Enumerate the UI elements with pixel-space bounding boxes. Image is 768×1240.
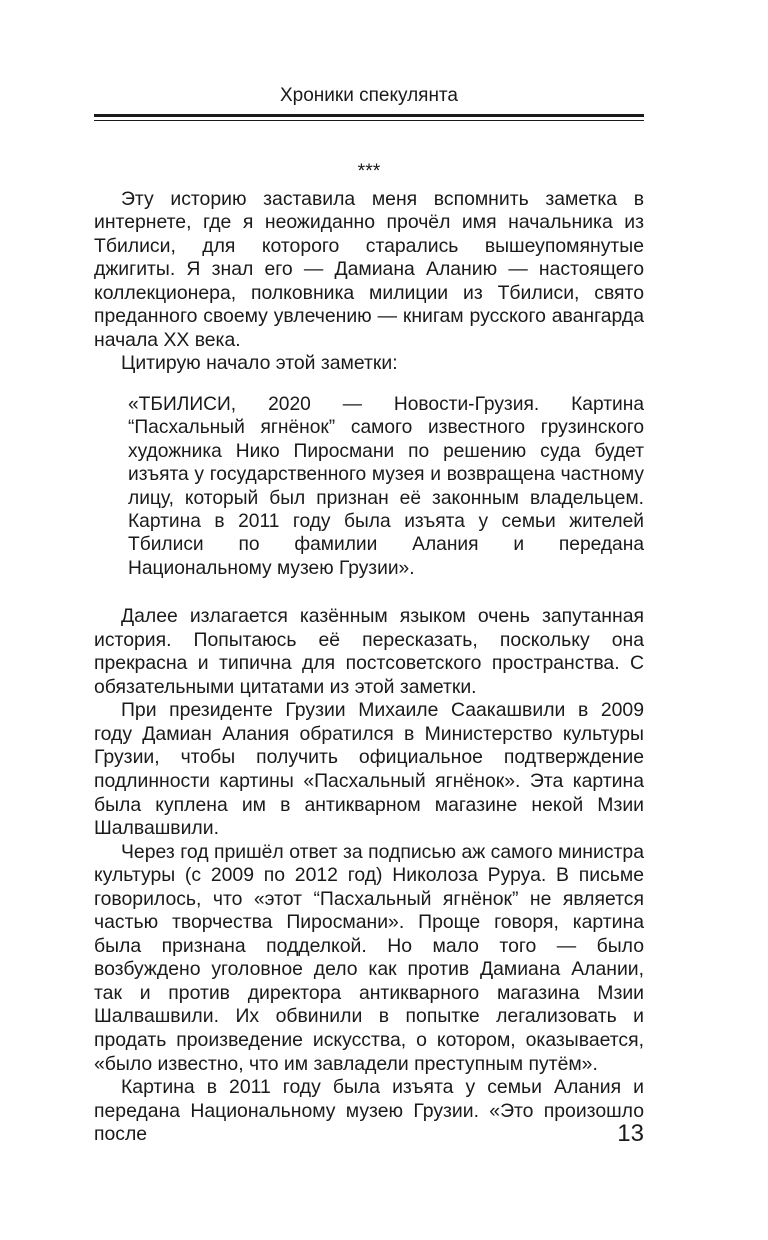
paragraph-6: Картина в 2011 году была изъята у семьи Алания и передана Национальному музею Грузии. «Это произошло после	[94, 1076, 644, 1146]
block-quote: «ТБИЛИСИ, 2020 — Новости-Грузия. Картина “Пасхальный ягнёнок” самого известного грузинского художника Нико Пиросмани по решению суда будет изъята у государственного музея и возвращена частному лицу, который был признан её законным владельцем. Картина в 2011 году была изъята у семьи жителей Тбилиси по фамилии Алания и передана Национальному музею Грузии».	[128, 393, 644, 579]
paragraph-2: Цитирую начало этой заметки:	[121, 352, 398, 375]
running-title: Хроники спекулянта	[279, 85, 458, 106]
page-number: 13	[617, 1120, 644, 1147]
paragraph-1: Эту историю заставила меня вспомнить заметка в интернете, где я неожиданно прочёл имя начальника из Тбилиси, для которого старались вышеупомянутые джигиты. Я знал его — Дамиана Аланию — настоящего коллекционера, полковника милиции из Тбилиси, свято преданного своему увлечению — книгам русского авангарда начала XX века.	[94, 187, 644, 351]
paragraph-5: Через год пришёл ответ за подписью аж самого министра культуры (с 2009 по 2012 год) Николоза Руруа. В письме говорилось, что «этот “Пасхальный ягнёнок” не является частью творчества Пиросмани». Проще говоря, картина была признана подделкой. Но мало того — было возбуждено уголовное дело как против Дамиана Алании, так и против директора антикварного магазина Мзии Шалвашвили. Их обвинили в попытке легализовать и продать произведение искусства, о котором, оказывается, «было известно, что им завладели преступным путём».	[94, 840, 644, 1075]
body-text	[94, 160, 644, 1147]
section-separator: ***	[357, 160, 381, 182]
paragraph-3: Далее излагается казённым языком очень запутанная история. Попытаюсь её пересказать, поскольку она прекрасна и типична для постсоветского пространства. С обязательными цитатами из этой заметки.	[94, 605, 644, 698]
paragraph-4: При президенте Грузии Михаиле Саакашвили в 2009 году Дамиан Алания обратился в Министерство культуры Грузии, чтобы получить официальное подтверждение подлинности картины «Пасхальный ягнёнок». Эта картина была куплена им в антикварном магазине некой Мзии Шалвашвили.	[94, 699, 644, 840]
header-rule-thick	[94, 114, 644, 117]
header-rule-thin	[94, 120, 644, 121]
